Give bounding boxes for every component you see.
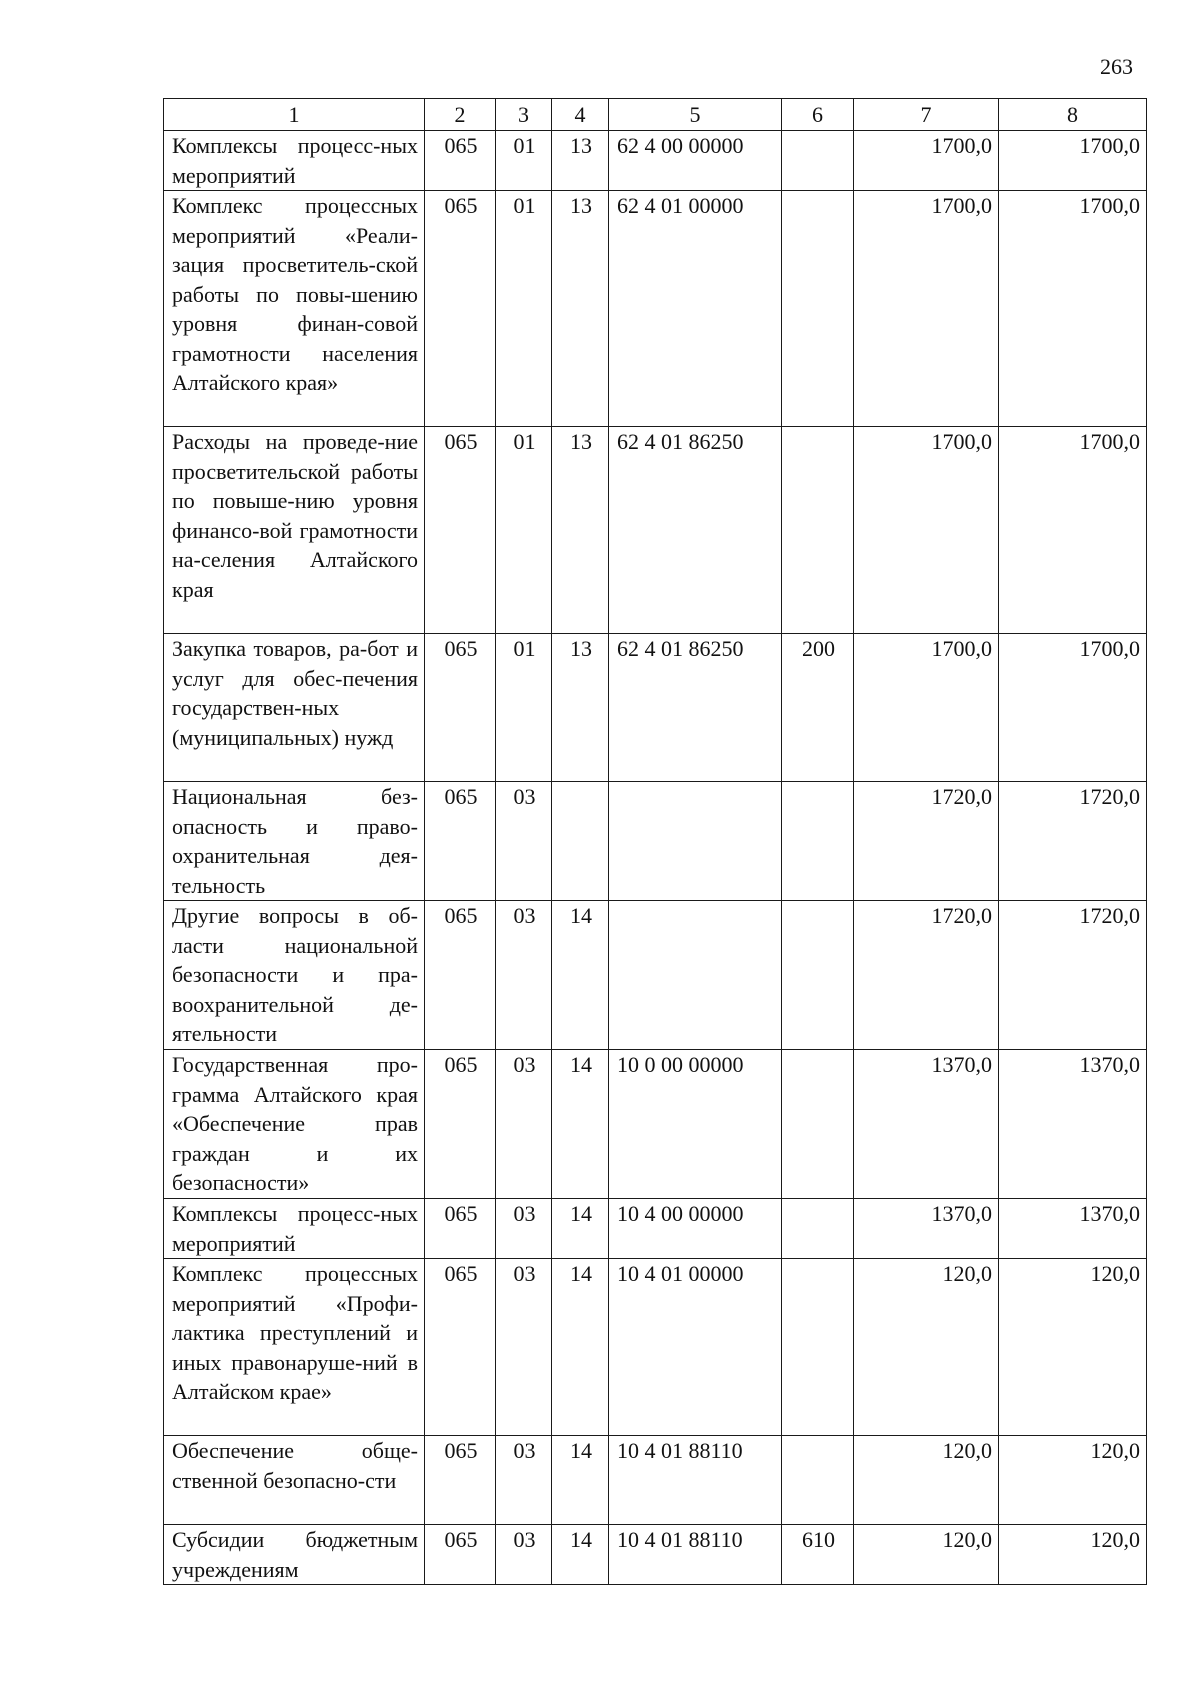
row-amount-1: 1720,0 xyxy=(854,782,999,901)
row-section-code: 01 xyxy=(496,634,552,782)
table-row xyxy=(164,1259,1147,1436)
row-section-code: 03 xyxy=(496,1259,552,1436)
row-section-code: 03 xyxy=(496,1436,552,1525)
row-name: Государственная про-грамма Алтайского края «Обеспечение прав граждан и их безопасности» xyxy=(164,1050,425,1199)
row-target-article: 62 4 00 00000 xyxy=(609,131,782,191)
row-subsection-code: 14 xyxy=(552,1436,609,1525)
row-amount-1: 120,0 xyxy=(854,1436,999,1525)
row-ministry-code: 065 xyxy=(425,1199,496,1259)
row-amount-2: 1700,0 xyxy=(999,191,1147,427)
row-target-article: 62 4 01 86250 xyxy=(609,427,782,634)
row-amount-1: 1720,0 xyxy=(854,901,999,1050)
table-row xyxy=(164,1199,1147,1259)
row-section-code: 03 xyxy=(496,1199,552,1259)
row-subsection-code: 13 xyxy=(552,427,609,634)
row-target-article: 10 4 01 88110 xyxy=(609,1436,782,1525)
table-row xyxy=(164,191,1147,427)
row-expense-type xyxy=(782,1259,854,1436)
row-section-code: 03 xyxy=(496,901,552,1050)
row-amount-1: 120,0 xyxy=(854,1525,999,1585)
row-section-code: 03 xyxy=(496,782,552,901)
header-col-8: 8 xyxy=(999,99,1147,131)
table-row xyxy=(164,1436,1147,1525)
row-amount-1: 1370,0 xyxy=(854,1199,999,1259)
header-col-5: 5 xyxy=(609,99,782,131)
row-name: Обеспечение обще-ственной безопасно-сти xyxy=(164,1436,425,1525)
row-amount-1: 1370,0 xyxy=(854,1050,999,1199)
row-subsection-code: 14 xyxy=(552,901,609,1050)
row-amount-1: 1700,0 xyxy=(854,634,999,782)
row-expense-type xyxy=(782,901,854,1050)
row-amount-1: 1700,0 xyxy=(854,191,999,427)
row-amount-2: 120,0 xyxy=(999,1259,1147,1436)
row-ministry-code: 065 xyxy=(425,634,496,782)
row-name: Комплексы процесс-ных мероприятий xyxy=(164,1199,425,1259)
table-row xyxy=(164,782,1147,901)
row-name: Другие вопросы в об-ласти национальной безопасности и пра-воохранительной де-ятельности xyxy=(164,901,425,1050)
row-ministry-code: 065 xyxy=(425,131,496,191)
row-ministry-code: 065 xyxy=(425,427,496,634)
row-amount-2: 1720,0 xyxy=(999,782,1147,901)
row-target-article xyxy=(609,901,782,1050)
row-amount-2: 1370,0 xyxy=(999,1050,1147,1199)
row-subsection-code: 13 xyxy=(552,191,609,427)
row-ministry-code: 065 xyxy=(425,782,496,901)
row-section-code: 01 xyxy=(496,131,552,191)
row-section-code: 03 xyxy=(496,1525,552,1585)
header-col-1: 1 xyxy=(164,99,425,131)
row-ministry-code: 065 xyxy=(425,901,496,1050)
table-row xyxy=(164,1525,1147,1585)
row-target-article: 10 4 00 00000 xyxy=(609,1199,782,1259)
header-col-2: 2 xyxy=(425,99,496,131)
row-amount-2: 1370,0 xyxy=(999,1199,1147,1259)
table-header-row xyxy=(164,99,1147,131)
table-row xyxy=(164,901,1147,1050)
row-expense-type xyxy=(782,782,854,901)
row-expense-type: 200 xyxy=(782,634,854,782)
budget-table xyxy=(163,98,1147,1585)
row-amount-1: 1700,0 xyxy=(854,131,999,191)
row-name: Расходы на проведе-ние просветительской работы по повыше-нию уровня финансо-вой грамотности на-селения Алтайского края xyxy=(164,427,425,634)
table-row xyxy=(164,634,1147,782)
row-name: Закупка товаров, ра-бот и услуг для обес-печения государствен-ных (муниципальных) нужд xyxy=(164,634,425,782)
row-expense-type xyxy=(782,1436,854,1525)
row-expense-type xyxy=(782,191,854,427)
row-ministry-code: 065 xyxy=(425,1525,496,1585)
row-section-code: 03 xyxy=(496,1050,552,1199)
row-name: Субсидии бюджетным учреждениям xyxy=(164,1525,425,1585)
row-expense-type xyxy=(782,427,854,634)
header-col-4: 4 xyxy=(552,99,609,131)
row-section-code: 01 xyxy=(496,427,552,634)
row-amount-2: 1700,0 xyxy=(999,131,1147,191)
table-row xyxy=(164,427,1147,634)
row-amount-1: 1700,0 xyxy=(854,427,999,634)
row-expense-type: 610 xyxy=(782,1525,854,1585)
row-amount-2: 120,0 xyxy=(999,1436,1147,1525)
row-ministry-code: 065 xyxy=(425,1436,496,1525)
table-row xyxy=(164,1050,1147,1199)
row-expense-type xyxy=(782,1050,854,1199)
page-number: 263 xyxy=(1100,54,1133,79)
row-expense-type xyxy=(782,131,854,191)
row-name: Комплекс процессных мероприятий «Реали-зация просветитель-ской работы по повы-шению уровня финан-совой грамотности населения Алтайского края» xyxy=(164,191,425,427)
row-subsection-code: 14 xyxy=(552,1259,609,1436)
table-row xyxy=(164,131,1147,191)
row-subsection-code: 14 xyxy=(552,1050,609,1199)
row-subsection-code: 13 xyxy=(552,634,609,782)
header-col-7: 7 xyxy=(854,99,999,131)
row-ministry-code: 065 xyxy=(425,1259,496,1436)
row-target-article xyxy=(609,782,782,901)
row-amount-2: 1700,0 xyxy=(999,427,1147,634)
row-expense-type xyxy=(782,1199,854,1259)
row-target-article: 10 4 01 88110 xyxy=(609,1525,782,1585)
row-amount-2: 120,0 xyxy=(999,1525,1147,1585)
header-col-6: 6 xyxy=(782,99,854,131)
row-amount-2: 1720,0 xyxy=(999,901,1147,1050)
row-subsection-code: 14 xyxy=(552,1525,609,1585)
row-amount-1: 120,0 xyxy=(854,1259,999,1436)
row-subsection-code: 13 xyxy=(552,131,609,191)
row-target-article: 10 0 00 00000 xyxy=(609,1050,782,1199)
row-name: Комплекс процессных мероприятий «Профи-лактика преступлений и иных правонаруше-ний в Алтайском крае» xyxy=(164,1259,425,1436)
row-section-code: 01 xyxy=(496,191,552,427)
row-amount-2: 1700,0 xyxy=(999,634,1147,782)
row-name: Комплексы процесс-ных мероприятий xyxy=(164,131,425,191)
row-ministry-code: 065 xyxy=(425,1050,496,1199)
row-subsection-code: 14 xyxy=(552,1199,609,1259)
row-target-article: 62 4 01 00000 xyxy=(609,191,782,427)
row-name: Национальная без-опасность и право-охранительная дея-тельность xyxy=(164,782,425,901)
row-target-article: 10 4 01 00000 xyxy=(609,1259,782,1436)
row-subsection-code xyxy=(552,782,609,901)
row-ministry-code: 065 xyxy=(425,191,496,427)
row-target-article: 62 4 01 86250 xyxy=(609,634,782,782)
header-col-3: 3 xyxy=(496,99,552,131)
